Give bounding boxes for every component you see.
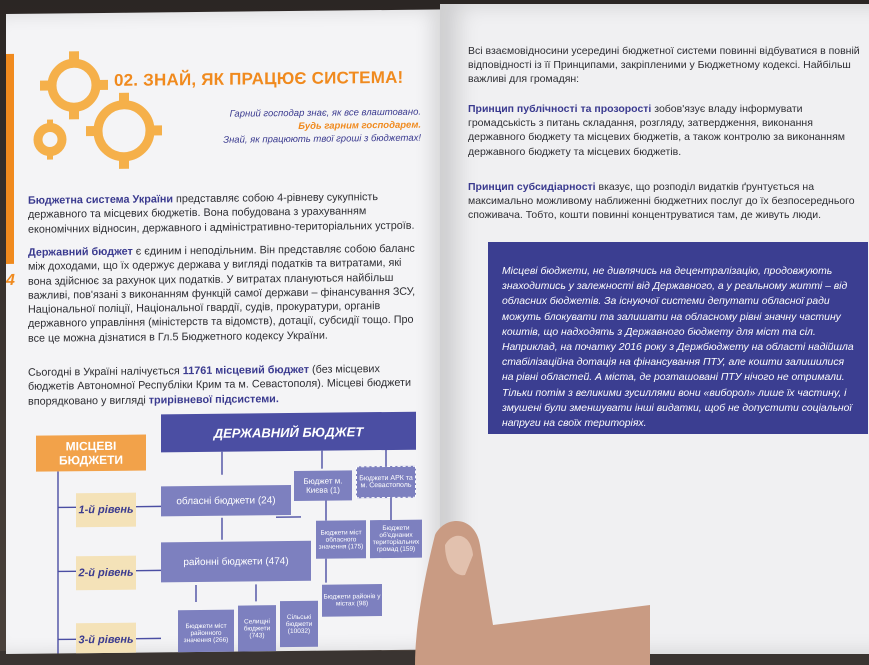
callout-box: [488, 242, 868, 434]
callout-text: Місцеві бюджети, не дивлячись на децентралізацію, продовжують знаходитись у залежності від Державного, а у реальному житті – від обласних бюджетів. За існуючої системи депутати обласної ради можуть блокувати та залишати на обласному рівні значну частину коштів, що надходять з Державного бюджету для міст та сіл. Наприклад, на початку 2016 року з Держбюджету на області надійшла стабілізаційна дотація на фінансування ПТУ, але кошти залишилися на рівні областей. А міста, де розташовані ПТУ нічого не отримали. Тільки потім з великими зусиллями вони «виборол» лише їх частину, і змушені були зменшувати інші видатки, щоб не допустити соціальної напруги на своїх територіях.: [502, 264, 858, 431]
label: Бюджети міст районного значення (266): [178, 622, 234, 644]
subtitle-line-2: Будь гарним господарем.: [196, 119, 421, 134]
orange-side-strip: [6, 54, 14, 264]
label: Бюджети об'єднаних територіальних громад (159): [370, 525, 422, 554]
highlight: Бюджетна система України: [28, 193, 173, 207]
oblast-budgets: [161, 485, 291, 516]
level-3: [76, 623, 136, 654]
highlight: Принцип публічності та прозорості: [468, 103, 651, 115]
city-raion-budgets: [322, 584, 382, 617]
page-title: 02. ЗНАЙ, ЯК ПРАЦЮЄ СИСТЕМА!: [114, 68, 403, 91]
settlement-budgets: [238, 605, 276, 651]
page-number: 4: [6, 272, 15, 290]
paragraph-transparency: [468, 102, 860, 159]
label: обласні бюджети (24): [176, 495, 275, 507]
village-budgets: [280, 601, 318, 647]
text: представляє собою 4-рівневу сукупність державного та місцевих бюджетів. Вона побудована з урахуванням економічних відносин, державного і адміністративно-територіальних устроїв.: [28, 191, 414, 235]
local-budgets-header: [36, 435, 146, 472]
city-oblast-budgets: [316, 520, 366, 559]
label: Бюджети районів у містах (98): [322, 593, 382, 608]
label: ДЕРЖАВНИЙ БЮДЖЕТ: [214, 424, 364, 441]
state-budget-header: [161, 412, 416, 453]
subtitle-line-3: Знай, як працюють твої гроші з бюджетах!: [196, 132, 421, 147]
text: (без місцевих бюджетів Автономної Республіки Крим та м. Севастополя). Місцеві бюджети впорядковано у вигляді: [28, 363, 411, 407]
subtitle-line-1: Гарний господар знає, як все влаштовано.: [196, 106, 421, 121]
text: Сьогодні в Україні налічується: [28, 365, 183, 379]
label: районні бюджети (474): [183, 556, 288, 568]
label: МІСЦЕВІ БЮДЖЕТИ: [36, 439, 146, 468]
label: Бюджети АРК та м. Севастополь: [357, 475, 415, 490]
highlight: трирівневої підсистеми.: [149, 393, 279, 406]
paragraph-state-budget: [28, 242, 428, 346]
label: 3-й рівень: [79, 634, 134, 647]
paragraph-principles: Всі взаємовідносини усередині бюджетної системи повинні відбуватися в повній відповідності із її Принципами, закріпленими у Бюджетному кодексі. Найбільш важливі для громадян:: [468, 44, 860, 87]
label: Бюджети міст обласного значення (175): [316, 529, 366, 551]
paragraph-local-budgets: [28, 362, 428, 409]
highlight: 11761 місцевий бюджет: [183, 364, 309, 377]
label: 1-й рівень: [79, 504, 134, 517]
label: Сільські бюджети (10032): [280, 613, 318, 634]
highlight: Державний бюджет: [28, 246, 133, 259]
level-2: [76, 556, 136, 591]
highlight: Принцип субсидіарності: [468, 181, 596, 193]
city-district-budgets: [178, 610, 234, 654]
text: зобов'язує владу інформувати громадськість з питань складання, розгляду, затвердження, виконання державного бюджету та місцевих бюджетів, а також контролю за виконанням державного бюджету та місцевих бюджетів.: [468, 103, 845, 158]
text: є єдиним і неподільним. Він представляє собою баланс між доходами, що їх одержує держава у вигляді податків та витратами, які вона здійснює за рахунок цих податків. У витратах плануються найбільш важливі, пов'язані з виконанням функцій самої держави – фінансування ЗСУ, Національної поліції, Національної гвардії, судів, прокуратури, органів державного управління (міністерств та відомств), дотації, субсидії тощо. Про все це можна дізнатися в Гл.5 Бюджетного кодексу України.: [28, 243, 415, 345]
crimea-budgets: [356, 466, 416, 499]
label: 2-й рівень: [79, 567, 134, 580]
paragraph-budget-system: [28, 190, 428, 237]
paragraph-subsidiarity: [468, 180, 860, 223]
district-budgets: [161, 541, 311, 583]
hand-thumb-icon: [375, 505, 650, 665]
level-1: [76, 493, 136, 528]
kyiv-budget: [294, 470, 352, 501]
label: Бюджет м. Києва (1): [294, 476, 352, 495]
gears-icon: [28, 42, 168, 173]
text: вказує, що розподіл видатків ґрунтується на максимально можливому наближенні бюджетних послуг до їх безпосереднього споживача. Тобто, кошти повинні концентруватися там, де живуть люди.: [468, 181, 855, 221]
label: Селищні бюджети (743): [238, 618, 276, 639]
